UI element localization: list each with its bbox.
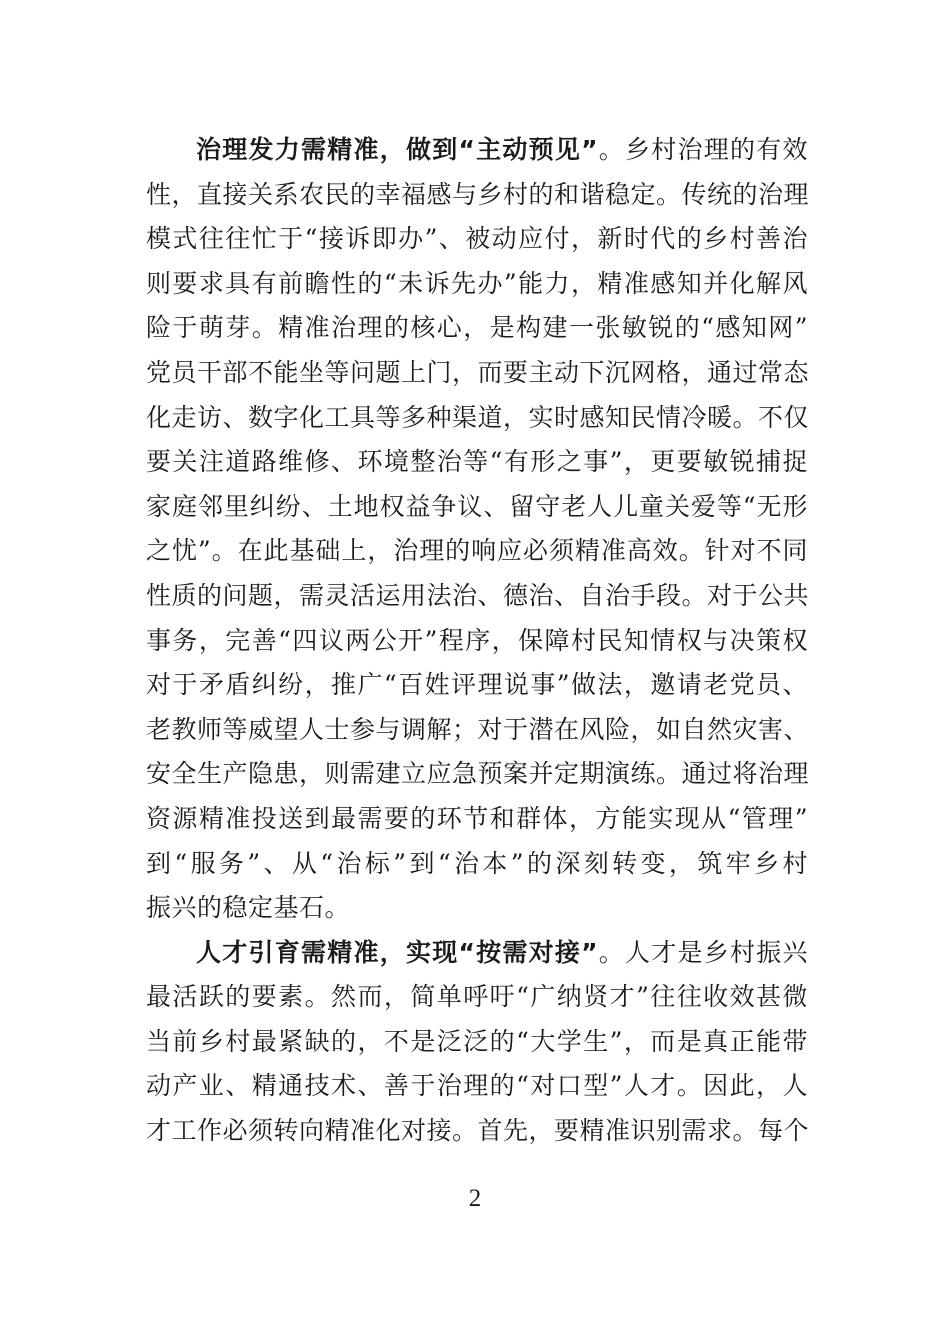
- paragraph-1-line: 资源精准投送到最需要的环节和群体，方能实现从“管理”: [146, 803, 808, 833]
- paragraph-2-line: 最活跃的要素。然而，简单呼吁“广纳贤才”往往收效甚微: [146, 982, 808, 1012]
- paragraph-2-line-1: [146, 931, 808, 976]
- paragraph-1-line: 要关注道路维修、环境整治等“有形之事”，更要敏锐捕捉: [146, 447, 808, 477]
- body-text: [146, 128, 808, 1154]
- paragraph-1-line-1: [146, 128, 808, 173]
- paragraph-1-line: 老教师等威望人士参与调解；对于潜在风险，如自然灾害、: [146, 714, 810, 744]
- paragraph-1-line: 则要求具有前瞻性的“未诉先办”能力，精准感知并化解风: [146, 268, 808, 298]
- paragraph-1-heading: 治理发力需精准，做到“主动预见”: [196, 135, 599, 164]
- paragraph-1-line: 对于矛盾纠纷，推广“百姓评理说事”做法，邀请老党员、: [146, 670, 808, 700]
- paragraph-1-line: 之忧”。在此基础上，治理的响应必须精准高效。针对不同: [146, 536, 808, 566]
- paragraph-2-line: 当前乡村最紧缺的，不是泛泛的“大学生”，而是真正能带: [146, 1026, 808, 1056]
- paragraph-1-line: 家庭邻里纠纷、土地权益争议、留守老人儿童关爱等“无形: [146, 491, 808, 521]
- paragraph-1-line: 化走访、数字化工具等多种渠道，实时感知民情冷暖。不仅: [146, 402, 810, 432]
- paragraph-2-line: 动产业、精通技术、善于治理的“对口型”人才。因此，人: [146, 1071, 808, 1101]
- paragraph-1-line: 党员干部不能坐等问题上门，而要主动下沉网格，通过常态: [146, 357, 810, 387]
- page-number: 2: [468, 1185, 482, 1212]
- paragraph-1-line: 险于萌芽。精准治理的核心，是构建一张敏锐的“感知网”: [146, 313, 808, 343]
- paragraph-1-line: 事务，完善“四议两公开”程序，保障村民知情权与决策权: [146, 625, 808, 655]
- paragraph-1-line: 到“服务”、从“治标”到“治本”的深刻转变，筑牢乡村: [146, 848, 808, 878]
- paragraph-1-line: 安全生产隐患，则需建立应急预案并定期演练。通过将治理: [146, 759, 810, 789]
- paragraph-1-line: 性质的问题，需灵活运用法治、德治、自治手段。对于公共: [146, 580, 810, 610]
- paragraph-1-line-1-text: 。乡村治理的有效: [598, 135, 808, 164]
- paragraph-2-line-1-text: 。人才是乡村振兴: [598, 937, 808, 967]
- paragraph-2-heading: 人才引育需精准，实现“按需对接”: [196, 937, 599, 967]
- paragraph-1-line: 振兴的稳定基石。: [146, 893, 351, 923]
- paragraph-1-line: 性，直接关系农民的幸福感与乡村的和谐稳定。传统的治理: [146, 179, 810, 209]
- paragraph-1-line: 模式往往忙于“接诉即办”、被动应付，新时代的乡村善治: [146, 224, 808, 254]
- paragraph-2-line: 才工作必须转向精准化对接。首先，要精准识别需求。每个: [146, 1116, 810, 1146]
